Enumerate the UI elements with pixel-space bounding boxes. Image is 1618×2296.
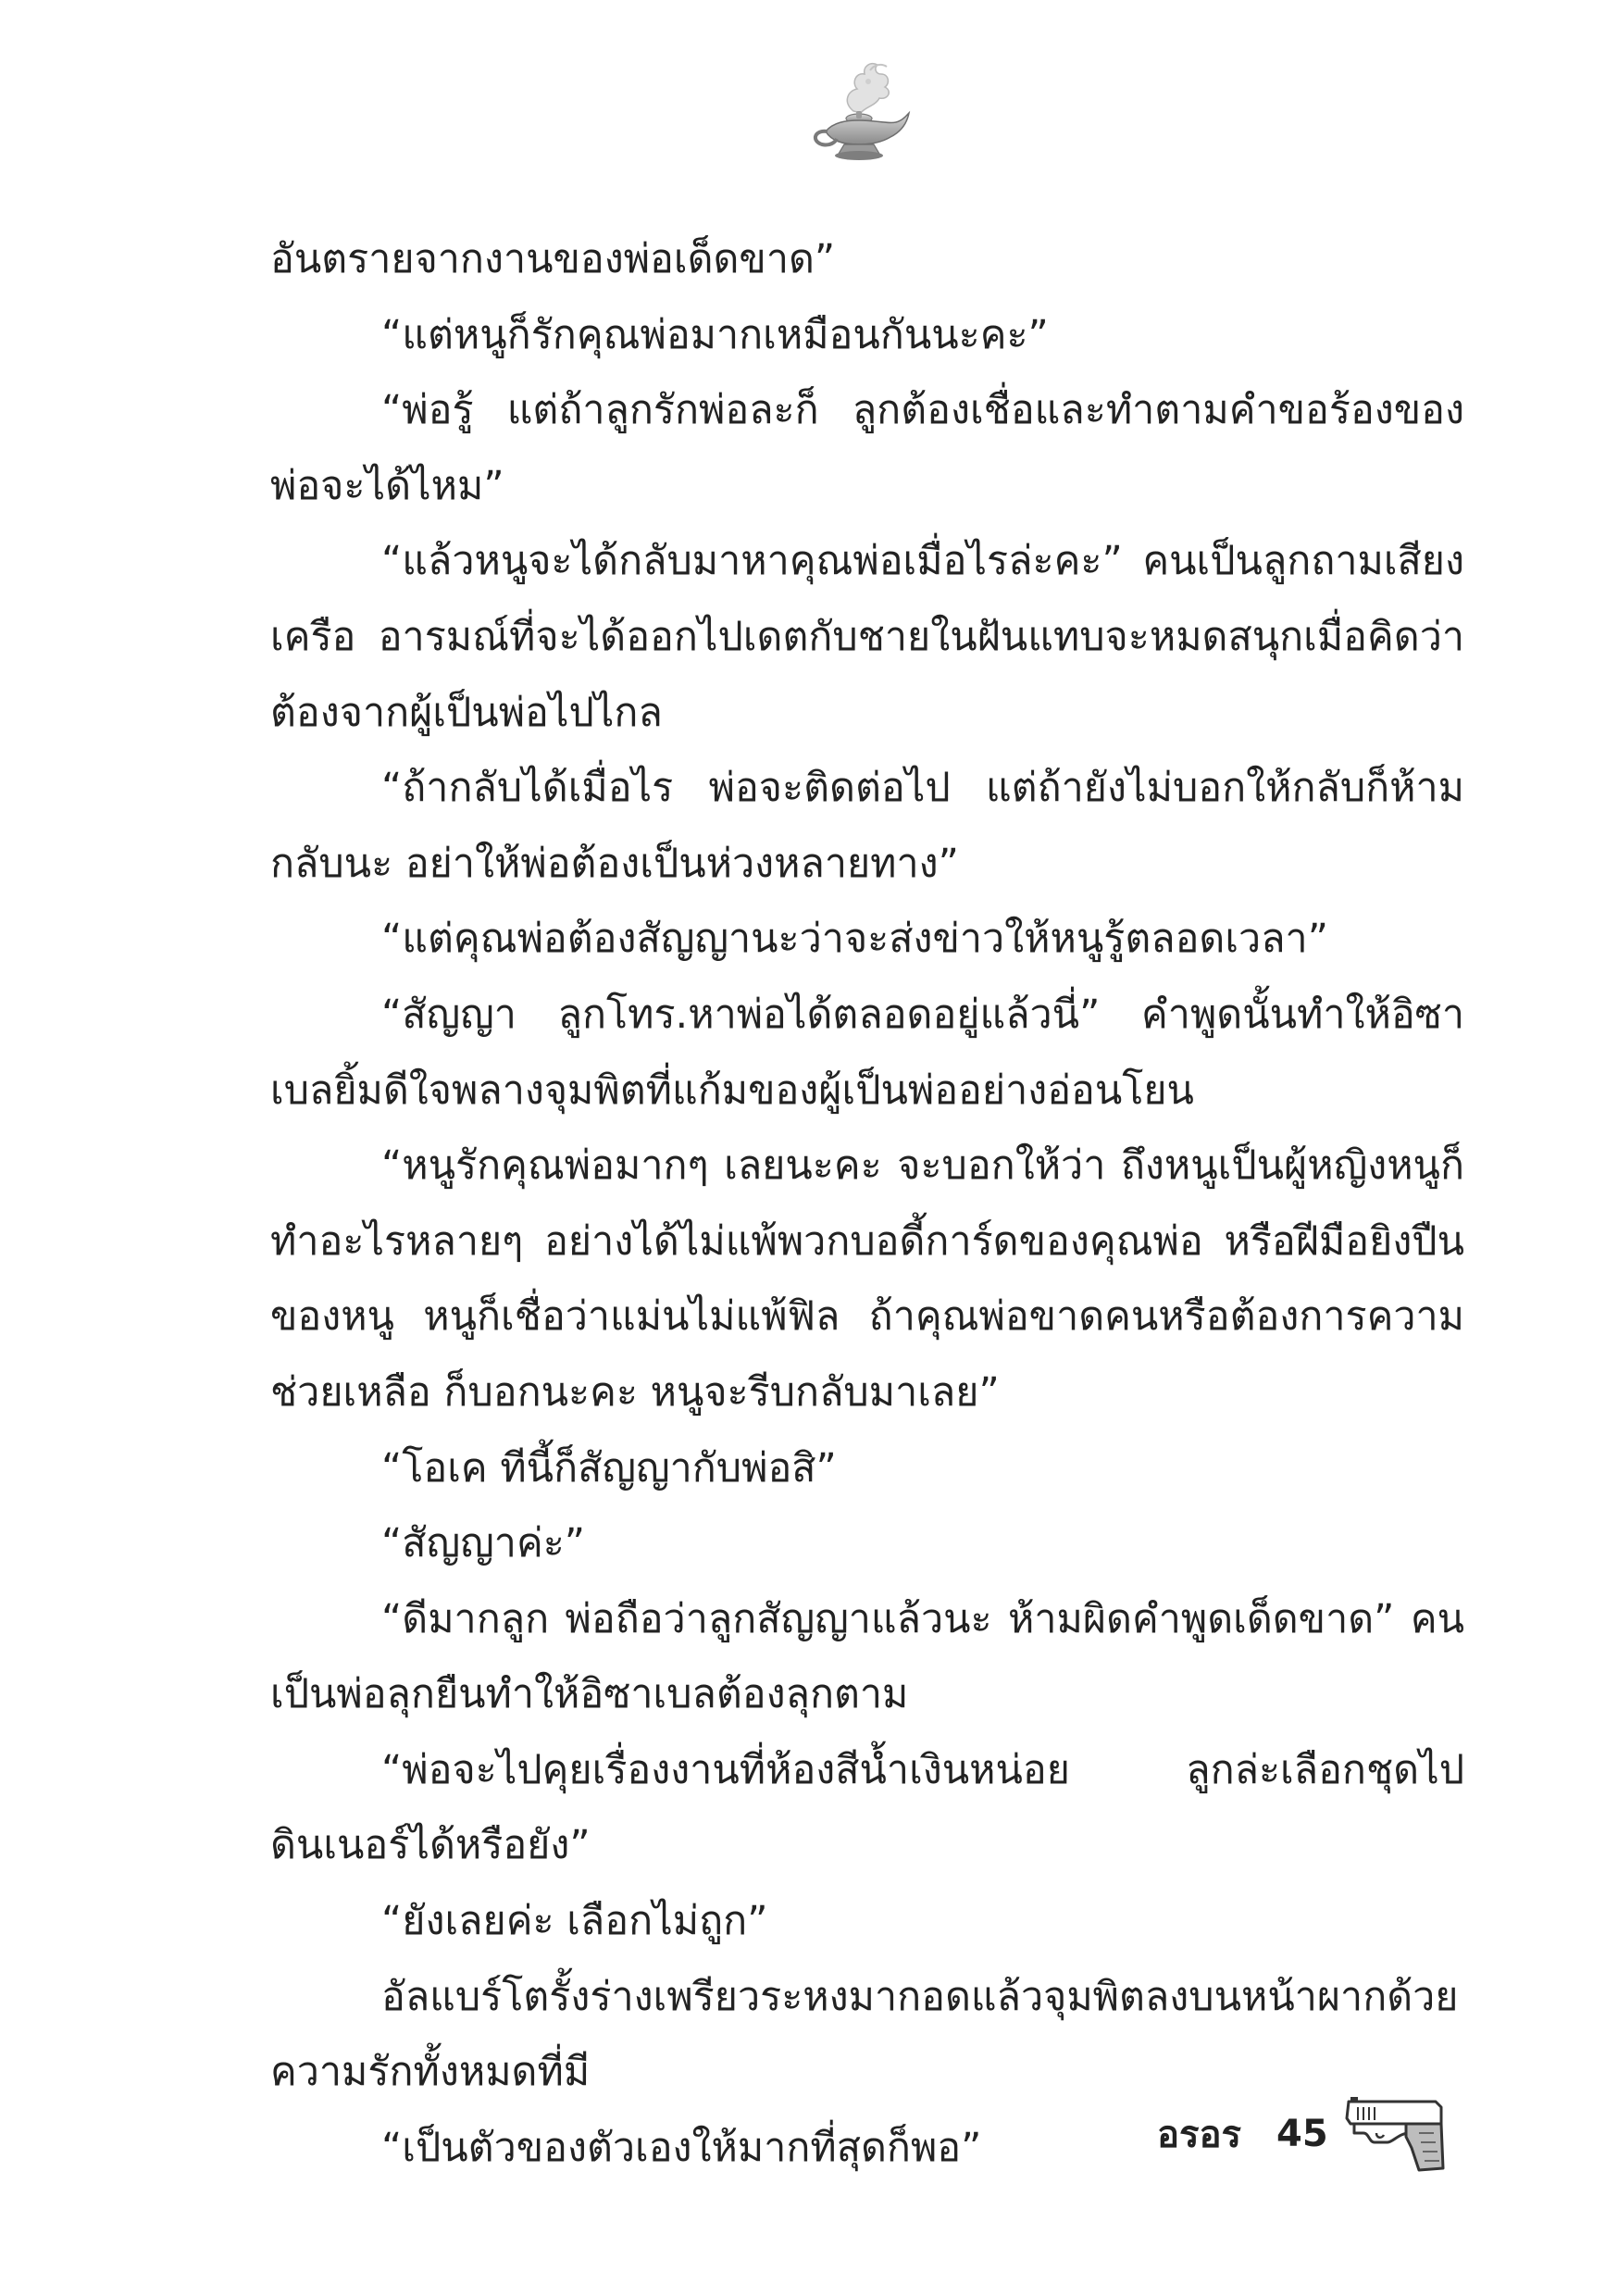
paragraph: “แต่คุณพ่อต้องสัญญานะว่าจะส่งข่าวให้หนูรู้ตลอดเวลา” <box>381 916 1328 963</box>
paragraph: “ถ้ากลับได้เมื่อไร พ่อจะติดต่อไป แต่ถ้ายังไม่บอกให้กลับก็ห้ามกลับนะ อย่าให้พ่อต้องเป็นห่วงหลายทาง” <box>270 765 1464 887</box>
paragraph: “พ่อจะไปคุยเรื่องงานที่ห้องสีน้ำเงินหน่อย ลูกล่ะเลือกชุดไปดินเนอร์ได้หรือยัง” <box>270 1746 1464 1869</box>
paragraph: อัลแบร์โตรั้งร่างเพรียวระหงมากอดแล้วจุมพิตลงบนหน้าผากด้วยความรักทั้งหมดที่มี <box>270 1973 1459 2096</box>
paragraph: “ยังเลยค่ะ เลือกไม่ถูก” <box>381 1898 768 1945</box>
paragraph: อันตรายจากงานของพ่อเด็ดขาด” <box>270 236 836 282</box>
paragraph: “พ่อรู้ แต่ถ้าลูกรักพ่อละก็ ลูกต้องเชื่อและทำตามคำขอร้องของพ่อจะได้ไหม” <box>270 387 1464 509</box>
paragraph: “สัญญา ลูกโทร.หาพ่อได้ตลอดอยู่แล้วนี่” คำพูดนั้นทำให้อิซาเบลยิ้มดีใจพลางจุมพิตที่แก้มของผู้เป็นพ่ออย่างอ่อนโยน <box>270 991 1464 1114</box>
paragraph: “เป็นตัวของตัวเองให้มากที่สุดก็พอ” <box>381 2124 982 2171</box>
author-name: อรอร <box>1157 2114 1242 2156</box>
genie-lamp-icon <box>805 57 912 167</box>
page-number: 45 <box>1276 2113 1328 2155</box>
story-text <box>270 222 1464 2186</box>
paragraph: “ดีมากลูก พ่อถือว่าลูกสัญญาแล้วนะ ห้ามผิดคำพูดเด็ดขาด” คนเป็นพ่อลุกยืนทำให้อิซาเบลต้องลุกตาม <box>270 1595 1464 1718</box>
paragraph: “โอเค ทีนี้ก็สัญญากับพ่อสิ” <box>381 1444 837 1491</box>
paragraph: “แล้วหนูจะได้กลับมาหาคุณพ่อเมื่อไรล่ะคะ” คนเป็นลูกถามเสียงเครือ อารมณ์ที่จะได้ออกไปเดตกับชายในฝันแทบจะหมดสนุกเมื่อคิดว่าต้องจากผู้เป็นพ่อไปไกล <box>270 538 1464 736</box>
paragraph: “หนูรักคุณพ่อมากๆ เลยนะคะ จะบอกให้ว่า ถึงหนูเป็นผู้หญิงหนูก็ทำอะไรหลายๆ อย่างได้ไม่แพ้พวกบอดี้การ์ดของคุณพ่อ หรือฝีมือยิงปืนของหนู หนูก็เชื่อว่าแม่นไม่แพ้ฟิล ถ้าคุณพ่อขาดคนหรือต้องการความช่วยเหลือ ก็บอกนะคะ หนูจะรีบกลับมาเลย” <box>270 1142 1464 1416</box>
page-footer <box>1157 2102 1447 2166</box>
pistol-icon <box>1345 2096 1447 2172</box>
paragraph: “สัญญาค่ะ” <box>381 1520 586 1567</box>
paragraph: “แต่หนูก็รักคุณพ่อมากเหมือนกันนะคะ” <box>381 311 1049 358</box>
